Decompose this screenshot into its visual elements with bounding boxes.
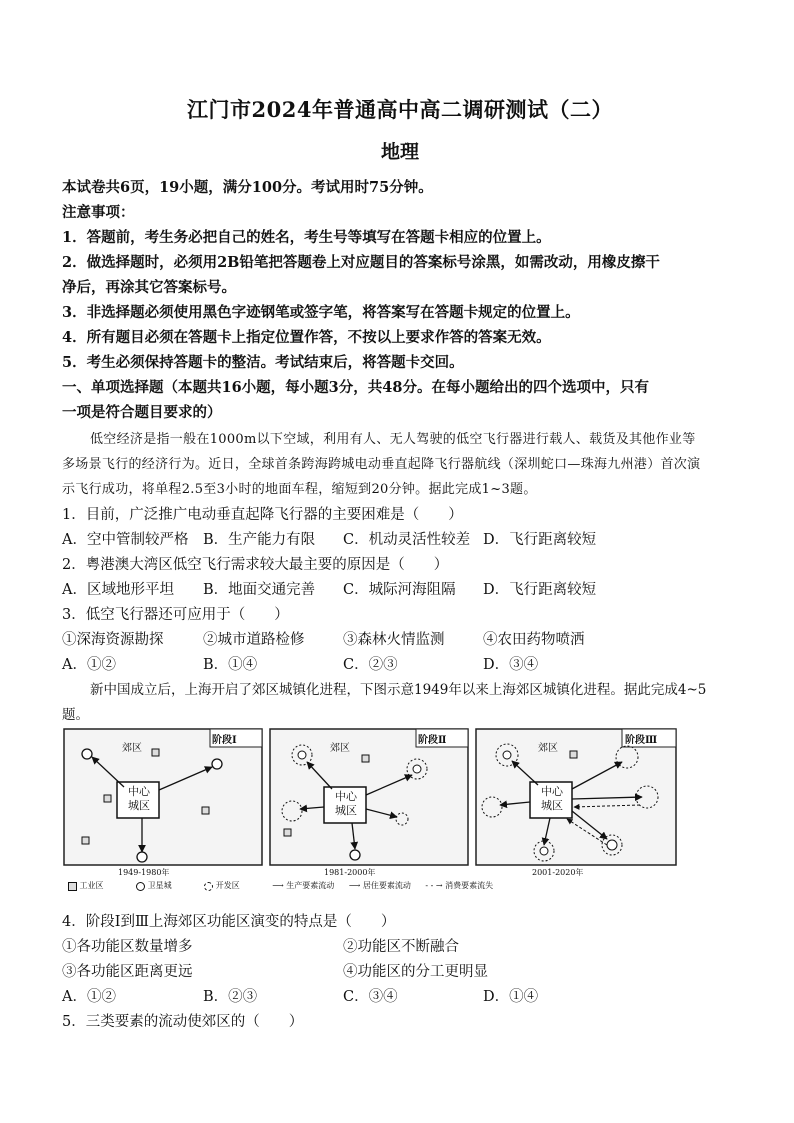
stage-2-label: 阶段Ⅱ xyxy=(418,735,447,746)
section-heading-cont: 一项是符合题目要求的） xyxy=(62,404,222,421)
notice-3: 3．非选择题必须使用黑色字迹钢笔或签字笔，将答案写在答题卡规定的位置上。 xyxy=(62,304,580,321)
q2-stem: 2．粤港澳大湾区低空飞行需求较大最主要的原因是（ ） xyxy=(62,557,449,573)
q4-option-c: C．③④ xyxy=(343,989,398,1005)
residential-flow-icon: ⟶ xyxy=(348,881,361,890)
q3-item-4: ④农田药物喷洒 xyxy=(483,632,585,648)
section-heading: 一、单项选择题（本题共16小题，每小题3分，共48分。在每小题给出的四个选项中，只有 xyxy=(62,379,649,396)
stage-1-years: 1949-1980年 xyxy=(118,868,170,877)
stage-2-years: 1981-2000年 xyxy=(324,868,376,877)
passage2-line1: 新中国成立后，上海开启了郊区城镇化进程，下图示意1949年以来上海郊区城镇化进程。据此完成4~5 xyxy=(90,682,707,698)
stage-1-panel xyxy=(64,729,262,865)
notice-5: 5．考生必须保持答题卡的整洁。考试结束后，将答题卡交回。 xyxy=(62,354,464,371)
stage-3-panel xyxy=(476,729,676,865)
q4-option-b: B．②③ xyxy=(203,989,258,1005)
q2-option-a: A．区域地形平坦 xyxy=(62,582,174,598)
passage1-line1: 低空经济是指一般在1000m以下空域，利用有人、无人驾驶的低空飞行器进行载人、载货及其他作业等 xyxy=(90,432,696,447)
notice-2: 2．做选择题时，必须用2B铅笔把答题卷上对应题目的答案标号涂黑，如需改动，用橡皮擦干 xyxy=(62,254,660,271)
page-title: 江门市2024年普通高中高二调研测试（二） xyxy=(187,97,613,122)
q4-option-a: A．①② xyxy=(62,989,116,1005)
q1-stem: 1．目前，广泛推广电动垂直起降飞行器的主要困难是（ ） xyxy=(62,507,463,523)
production-flow-icon: ⟶ xyxy=(272,881,284,890)
stage-3-center-label: 中心 城区 xyxy=(541,785,563,812)
satellite-city-icon xyxy=(136,882,145,891)
notice-1: 1．答题前，考生务必把自己的姓名，考生号等填写在答题卡相应的位置上。 xyxy=(62,229,551,246)
urbanization-figure xyxy=(62,727,682,895)
industrial-zone-icon xyxy=(68,882,77,891)
notice-4: 4．所有题目必须在答题卡上指定位置作答，不按以上要求作答的答案无效。 xyxy=(62,329,551,346)
development-zone-icon xyxy=(204,882,213,891)
q4-item-4: ④功能区的分工更明显 xyxy=(343,964,488,980)
q3-item-1: ①深海资源勘探 xyxy=(62,632,164,648)
q1-option-a: A．空中管制较严格 xyxy=(62,532,189,548)
q4-option-d: D．①④ xyxy=(483,989,539,1005)
subject-title: 地理 xyxy=(380,141,419,163)
passage1-line2: 多场景飞行的经济行为。近日，全球首条跨海跨城电动垂直起降飞行器航线（深圳蛇口—珠海九州港）首次演 xyxy=(62,457,701,472)
stage-1-suburb-label: 郊区 xyxy=(122,743,142,754)
stage-3-suburb-label: 郊区 xyxy=(538,743,558,754)
stage-1-center-label: 中心 城区 xyxy=(128,785,150,812)
q5-stem: 5．三类要素的流动使郊区的（ ） xyxy=(62,1014,304,1030)
q3-option-a: A．①② xyxy=(62,657,116,673)
urbanization-diagram xyxy=(62,727,682,877)
q4-stem: 4．阶段Ⅰ到Ⅲ上海郊区功能区演变的特点是（ ） xyxy=(62,914,396,930)
q1-option-c: C．机动灵活性较差 xyxy=(343,532,471,548)
exam-intro: 本试卷共6页，19小题，满分100分。考试用时75分钟。 xyxy=(62,179,433,196)
q2-option-b: B．地面交通完善 xyxy=(203,582,316,598)
q3-option-c: C．②③ xyxy=(343,657,398,673)
notice-2-cont: 净后，再涂其它答案标号。 xyxy=(62,279,236,296)
stage-2-center-label: 中心 城区 xyxy=(335,790,357,817)
q3-option-b: B．①④ xyxy=(203,657,258,673)
q3-item-3: ③森林火情监测 xyxy=(343,632,445,648)
q4-item-1: ①各功能区数量增多 xyxy=(62,939,193,955)
stage-2-suburb-label: 郊区 xyxy=(330,743,350,754)
q3-stem: 3．低空飞行器还可应用于（ ） xyxy=(62,607,289,623)
passage1-line3: 示飞行成功，将单程2.5至3小时的地面车程，缩短到20分钟。据此完成1~3题。 xyxy=(62,482,537,497)
q1-option-d: D．飞行距离较短 xyxy=(483,532,597,548)
stage-1-label: 阶段Ⅰ xyxy=(212,735,237,746)
q2-option-c: C．城际河海阻隔 xyxy=(343,582,456,598)
figure-legend: 工业区 卫星城 开发区 ⟶ 生产要素流动 ⟶ 居住要素流动 - - → 消费要素流失 xyxy=(62,880,682,891)
consumption-loss-icon: - - → xyxy=(425,881,443,890)
q4-item-2: ②功能区不断融合 xyxy=(343,939,459,955)
stage-3-label: 阶段Ⅲ xyxy=(625,735,658,746)
notice-title: 注意事项： xyxy=(62,204,135,221)
q2-option-d: D．飞行距离较短 xyxy=(483,582,597,598)
q3-option-d: D．③④ xyxy=(483,657,539,673)
q3-item-2: ②城市道路检修 xyxy=(203,632,305,648)
q1-option-b: B．生产能力有限 xyxy=(203,532,316,548)
q4-item-3: ③各功能区距离更远 xyxy=(62,964,193,980)
stage-3-years: 2001-2020年 xyxy=(532,868,584,877)
stage-2-panel xyxy=(270,729,468,865)
passage2-line2: 题。 xyxy=(62,707,89,723)
